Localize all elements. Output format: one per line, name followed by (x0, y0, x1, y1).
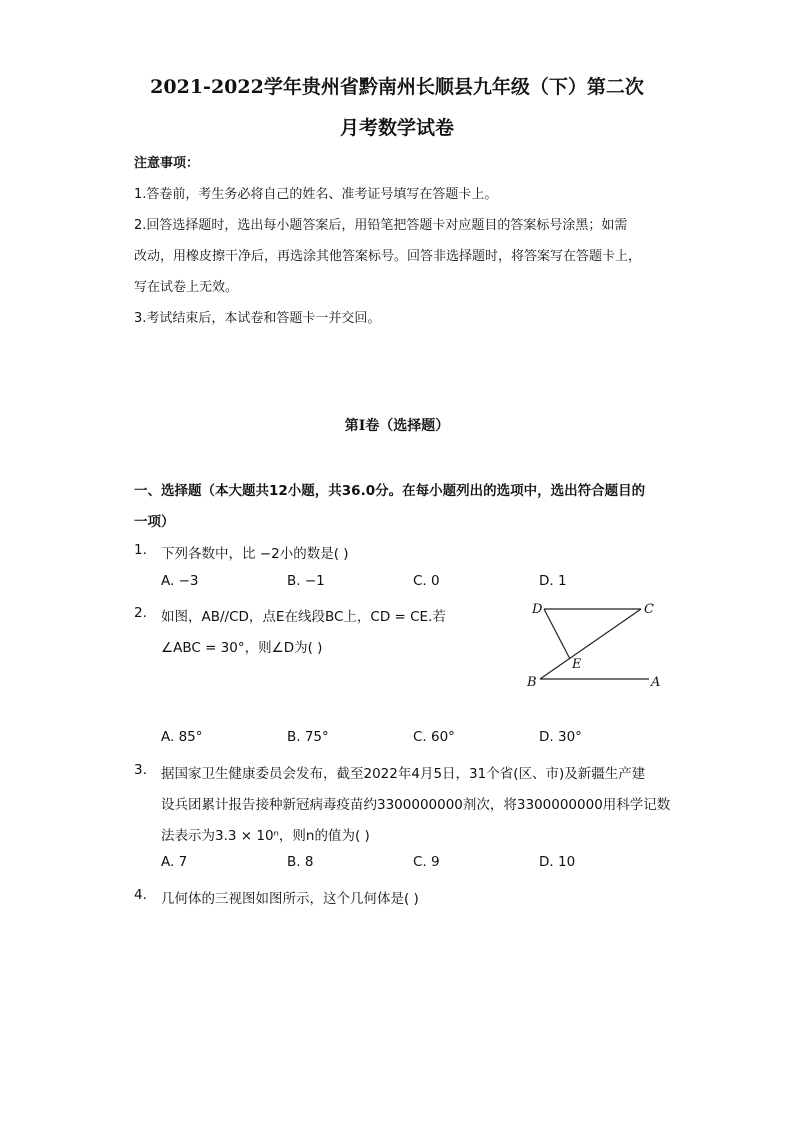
question-4-text: 几何体的三视图如图所示，这个几何体是( ) (161, 891, 419, 907)
question-1-number: 1. (134, 542, 147, 558)
question-2-number: 2. (134, 605, 147, 621)
part-title: 第Ⅰ卷（选择题） (344, 418, 450, 434)
segment-de (544, 609, 570, 659)
question-2-text-line2: ∠ABC = 30°，则∠D为( ) (161, 640, 323, 656)
question-1-option-b[interactable]: B. −1 (287, 573, 325, 589)
question-3-option-c[interactable]: C. 9 (413, 854, 440, 870)
section-heading-line1: 一、选择题（本大题共12小题，共36.0分。在每小题列出的选项中，选出符合题目的 (134, 483, 646, 499)
exam-title-line2: 月考数学试卷 (339, 117, 454, 139)
label-a: A (651, 675, 661, 690)
question-2-option-b[interactable]: B. 75° (287, 729, 329, 745)
question-4-number: 4. (134, 887, 147, 903)
question-3-text-line1: 据国家卫生健康委员会发布，截至2022年4月5日，31个省(区、市)及新疆生产建 (161, 766, 646, 782)
question-1-option-d[interactable]: D. 1 (539, 573, 567, 589)
notes-heading: 注意事项： (134, 156, 200, 171)
note-item-3: 3.考试结束后，本试卷和答题卡一并交回。 (134, 311, 381, 326)
exam-title-line1: 2021-2022学年贵州省黔南州长顺县九年级（下）第二次 (150, 76, 644, 98)
question-2-option-d[interactable]: D. 30° (539, 729, 582, 745)
segment-cb (540, 609, 641, 679)
question-3-text-line2: 设兵团累计报告接种新冠病毒疫苗约3300000000剂次，将3300000000用科学记数 (161, 797, 671, 813)
question-1-text: 下列各数中，比 −2小的数是( ) (161, 546, 349, 562)
question-3-number: 3. (134, 762, 147, 778)
question-2-text-line1: 如图，AB//CD，点E在线段BC上，CD = CE.若 (161, 609, 446, 625)
question-3-option-b[interactable]: B. 8 (287, 854, 314, 870)
note-item-2c: 写在试卷上无效。 (134, 280, 239, 295)
question-1-option-a[interactable]: A. −3 (161, 573, 199, 589)
note-item-2a: 2.回答选择题时，选出每小题答案后，用铅笔把答题卡对应题目的答案标号涂黑；如需 (134, 218, 628, 233)
label-e: E (572, 657, 582, 672)
note-item-1: 1.答卷前，考生务必将自己的姓名、准考证号填写在答题卡上。 (134, 187, 498, 202)
question-2-option-a[interactable]: A. 85° (161, 729, 203, 745)
question-3-option-d[interactable]: D. 10 (539, 854, 576, 870)
question-2-option-c[interactable]: C. 60° (413, 729, 455, 745)
question-2-figure (520, 596, 670, 696)
note-item-2b: 改动，用橡皮擦干净后，再选涂其他答案标号。回答非选择题时，将答案写在答题卡上， (134, 249, 642, 264)
label-c: C (644, 602, 654, 617)
label-d: D (532, 602, 543, 617)
question-3-option-a[interactable]: A. 7 (161, 854, 188, 870)
question-3-text-line3: 法表示为3.3 × 10ⁿ，则n的值为( ) (161, 828, 370, 844)
section-heading-line2: 一项） (134, 514, 175, 530)
label-b: B (527, 675, 537, 690)
question-1-option-c[interactable]: C. 0 (413, 573, 440, 589)
